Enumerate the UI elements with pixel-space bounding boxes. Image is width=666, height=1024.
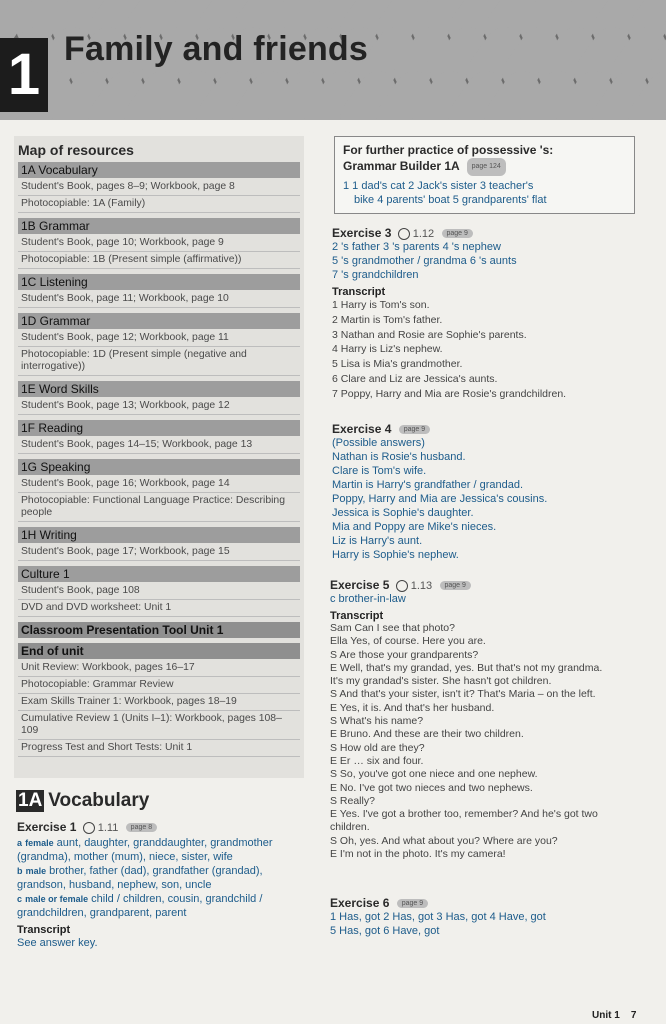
- exercise-1: [17, 820, 307, 950]
- page-footer: [592, 1010, 636, 1021]
- section-title-text: Vocabulary: [48, 790, 150, 811]
- map-section-heading: 1B Grammar: [18, 218, 300, 234]
- cd-audio-icon: [398, 228, 410, 240]
- map-section: [18, 381, 300, 415]
- grammar-builder-label: Grammar Builder 1A: [343, 159, 460, 174]
- map-section-row: Student's Book, page 10; Workbook, page 9: [18, 235, 300, 252]
- map-section-row: Exam Skills Trainer 1: Workbook, pages 18–19: [18, 694, 300, 711]
- text-line: E Well, that's my grandad, yes. But that's not my grandma.: [330, 661, 603, 674]
- text-line: Martin is Harry's grandfather / grandad.: [332, 479, 524, 491]
- category-label: male: [25, 866, 47, 876]
- track-number: 1.12: [412, 228, 435, 240]
- text-line: E No. I've got two nieces and two nephews.: [330, 781, 533, 794]
- map-section-heading: 1H Writing: [18, 527, 300, 543]
- exercise-label: Exercise 3: [332, 226, 392, 240]
- page-ref: page 9: [397, 899, 428, 908]
- map-section-row: Photocopiable: 1A (Family): [18, 196, 300, 213]
- text-line: Ella Yes, of course. Here you are.: [330, 635, 486, 648]
- transcript-label: Transcript: [17, 924, 71, 936]
- text-line: (Possible answers): [332, 437, 425, 449]
- text-line: S Really?: [330, 794, 375, 807]
- text-line: 7 Poppy, Harry and Mia are Rosie's grandchildren.: [332, 387, 567, 400]
- transcript-lines: [330, 622, 640, 861]
- map-section: [18, 566, 300, 617]
- map-title: Map of resources: [18, 142, 134, 158]
- answer-line: 1 Has, got 2 Has, got 3 Has, got 4 Have, got: [330, 911, 546, 923]
- item-letter: c: [17, 894, 23, 904]
- cd-audio-icon: [396, 580, 408, 592]
- text-line: 6 Clare and Liz are Jessica's aunts.: [332, 372, 498, 385]
- answer-text: aunt, daughter, granddaughter, grandmother (grandma), mother (mum), niece, sister, wife: [17, 837, 273, 863]
- page-ref: page 9: [399, 425, 430, 434]
- text-line: 4 Harry is Liz's nephew.: [332, 343, 443, 356]
- map-section: [18, 162, 300, 213]
- text-line: Sam Can I see that photo?: [330, 622, 455, 634]
- text-line: Nathan is Rosie's husband.: [332, 451, 466, 463]
- answer-lines: [332, 436, 632, 562]
- text-line: Liz is Harry's aunt.: [332, 535, 423, 547]
- exercise-6: [330, 896, 630, 938]
- map-of-resources: [14, 136, 304, 778]
- transcript-label: Transcript: [330, 610, 384, 622]
- text-line: Clare is Tom's wife.: [332, 465, 427, 477]
- map-section-row: Progress Test and Short Tests: Unit 1: [18, 740, 300, 757]
- map-section: [18, 274, 300, 308]
- text-line: Mia and Poppy are Mike's nieces.: [332, 521, 497, 533]
- map-section-row: Photocopiable: 1B (Present simple (affirmative)): [18, 252, 300, 269]
- text-line: S Oh, yes. And what about you? Where are you?: [330, 834, 558, 847]
- page-number: 7: [630, 1010, 637, 1021]
- page-ref: page 124: [467, 158, 506, 176]
- map-section-row: Student's Book, pages 8–9; Workbook, page 8: [18, 179, 300, 196]
- item-letter: b: [17, 866, 23, 876]
- map-section: [18, 420, 300, 454]
- text-line: 3 Nathan and Rosie are Sophie's parents.: [332, 328, 527, 341]
- text-line: Harry is Sophie's nephew.: [332, 549, 459, 561]
- transcript-text: See answer key.: [17, 937, 98, 949]
- transcript-lines: [332, 298, 632, 402]
- track-number: 1.11: [97, 822, 119, 834]
- map-sections: [14, 162, 304, 757]
- text-line: 5 Lisa is Mia's grandmother.: [332, 358, 463, 371]
- map-section-row: Student's Book, page 17; Workbook, page 15: [18, 544, 300, 561]
- text-line: 2 Martin is Tom's father.: [332, 313, 443, 326]
- text-line: 1 Harry is Tom's son.: [332, 299, 430, 311]
- answer-line: 5 Has, got 6 Have, got: [330, 925, 440, 937]
- map-section: [18, 643, 300, 757]
- map-section: [18, 313, 300, 376]
- answer-text: child / children, cousin, grandchild / grandchildren, grandparent, parent: [17, 893, 263, 919]
- text-line: Poppy, Harry and Mia are Jessica's cousins.: [332, 493, 548, 505]
- cd-audio-icon: [83, 822, 95, 834]
- exercise-label: Exercise 4: [332, 422, 392, 436]
- map-section-row: Photocopiable: 1D (Present simple (negative and interrogative)): [18, 347, 300, 376]
- answer-line: 7 's grandchildren: [332, 269, 419, 281]
- page-ref: page 8: [126, 823, 157, 832]
- map-section-heading: 1A Vocabulary: [18, 162, 300, 178]
- page-ref: page 9: [440, 581, 471, 590]
- text-line: S What's his name?: [330, 715, 424, 728]
- map-section-heading: 1G Speaking: [18, 459, 300, 475]
- map-section-row: Student's Book, page 16; Workbook, page 14: [18, 476, 300, 493]
- exercise-5: [330, 578, 640, 861]
- map-section-row: Photocopiable: Functional Language Practice: Describing people: [18, 493, 300, 522]
- map-section: [18, 622, 300, 638]
- map-section: [18, 527, 300, 561]
- map-section-row: Student's Book, page 13; Workbook, page 12: [18, 398, 300, 415]
- unit-number-badge: 1: [0, 38, 48, 112]
- map-section-row: Photocopiable: Grammar Review: [18, 677, 300, 694]
- map-section-heading: 1E Word Skills: [18, 381, 300, 397]
- text-line: E Yes. I've got a brother too, remember? And he's got two: [330, 808, 598, 821]
- map-section-row: Cumulative Review 1 (Units I–1): Workbook, pages 108–109: [18, 711, 300, 740]
- map-section-heading: 1D Grammar: [18, 313, 300, 329]
- map-section-row: DVD and DVD worksheet: Unit 1: [18, 600, 300, 617]
- map-section-row: Student's Book, page 108: [18, 583, 300, 600]
- map-section: [18, 218, 300, 269]
- text-line: S Are those your grandparents?: [330, 648, 479, 661]
- map-section-row: Student's Book, page 12; Workbook, page 11: [18, 330, 300, 347]
- map-section-heading: End of unit: [18, 643, 300, 659]
- category-label: male or female: [25, 894, 89, 904]
- text-line: S And that's your sister, isn't it? That's Maria – on the left.: [330, 688, 596, 701]
- track-number: 1.13: [410, 580, 433, 592]
- footer-unit: Unit 1: [592, 1010, 620, 1021]
- category-label: female: [25, 838, 54, 848]
- map-section-heading: 1C Listening: [18, 274, 300, 290]
- map-section: [18, 459, 300, 522]
- text-line: children.: [330, 821, 370, 834]
- text-line: E Bruno. And these are their two children.: [330, 728, 524, 741]
- exercise-label: Exercise 6: [330, 896, 390, 910]
- text-line: E Er … six and four.: [330, 754, 424, 767]
- text-line: E I'm not in the photo. It's my camera!: [330, 848, 506, 861]
- item-letter: a: [17, 838, 23, 848]
- map-section-row: Student's Book, pages 14–15; Workbook, page 13: [18, 437, 300, 454]
- grammar-box-title: For further practice of possessive 's:: [343, 143, 554, 157]
- page-ref: page 9: [442, 229, 473, 238]
- answer-line: c brother-in-law: [330, 593, 406, 605]
- map-section-heading: Classroom Presentation Tool Unit 1: [18, 622, 300, 638]
- transcript-label: Transcript: [332, 286, 386, 298]
- chapter-title: Family and friends: [64, 30, 369, 68]
- answer-line: 5 's grandmother / grandma 6 's aunts: [332, 255, 517, 267]
- map-section-row: Unit Review: Workbook, pages 16–17: [18, 660, 300, 677]
- grammar-answers: 1 1 dad's cat 2 Jack's sister 3 teacher's: [343, 180, 534, 192]
- exercise-label: Exercise 5: [330, 578, 390, 592]
- exercise-4: [332, 422, 632, 562]
- text-line: It's my grandad's sister. She hasn't got children.: [330, 675, 552, 688]
- map-section-row: Student's Book, page 11; Workbook, page 10: [18, 291, 300, 308]
- exercise-label: Exercise 1: [17, 820, 77, 834]
- text-line: Jessica is Sophie's daughter.: [332, 507, 474, 519]
- text-line: S So, you've got one niece and one nephew.: [330, 768, 538, 781]
- map-section-heading: 1F Reading: [18, 420, 300, 436]
- answer-text: brother, father (dad), grandfather (grandad), grandson, husband, nephew, son, uncle: [17, 865, 263, 891]
- section-title-vocabulary: [16, 790, 149, 812]
- section-tag: 1A: [18, 790, 43, 811]
- grammar-builder-box: [334, 136, 635, 214]
- map-section-heading: Culture 1: [18, 566, 300, 582]
- exercise-3: [332, 226, 632, 402]
- answer-line: 2 's father 3 's parents 4 's nephew: [332, 241, 501, 253]
- grammar-answers-2: bike 4 parents' boat 5 grandparents' flat: [354, 194, 547, 206]
- text-line: E Yes, it is. And that's her husband.: [330, 701, 495, 714]
- text-line: S How old are they?: [330, 741, 425, 754]
